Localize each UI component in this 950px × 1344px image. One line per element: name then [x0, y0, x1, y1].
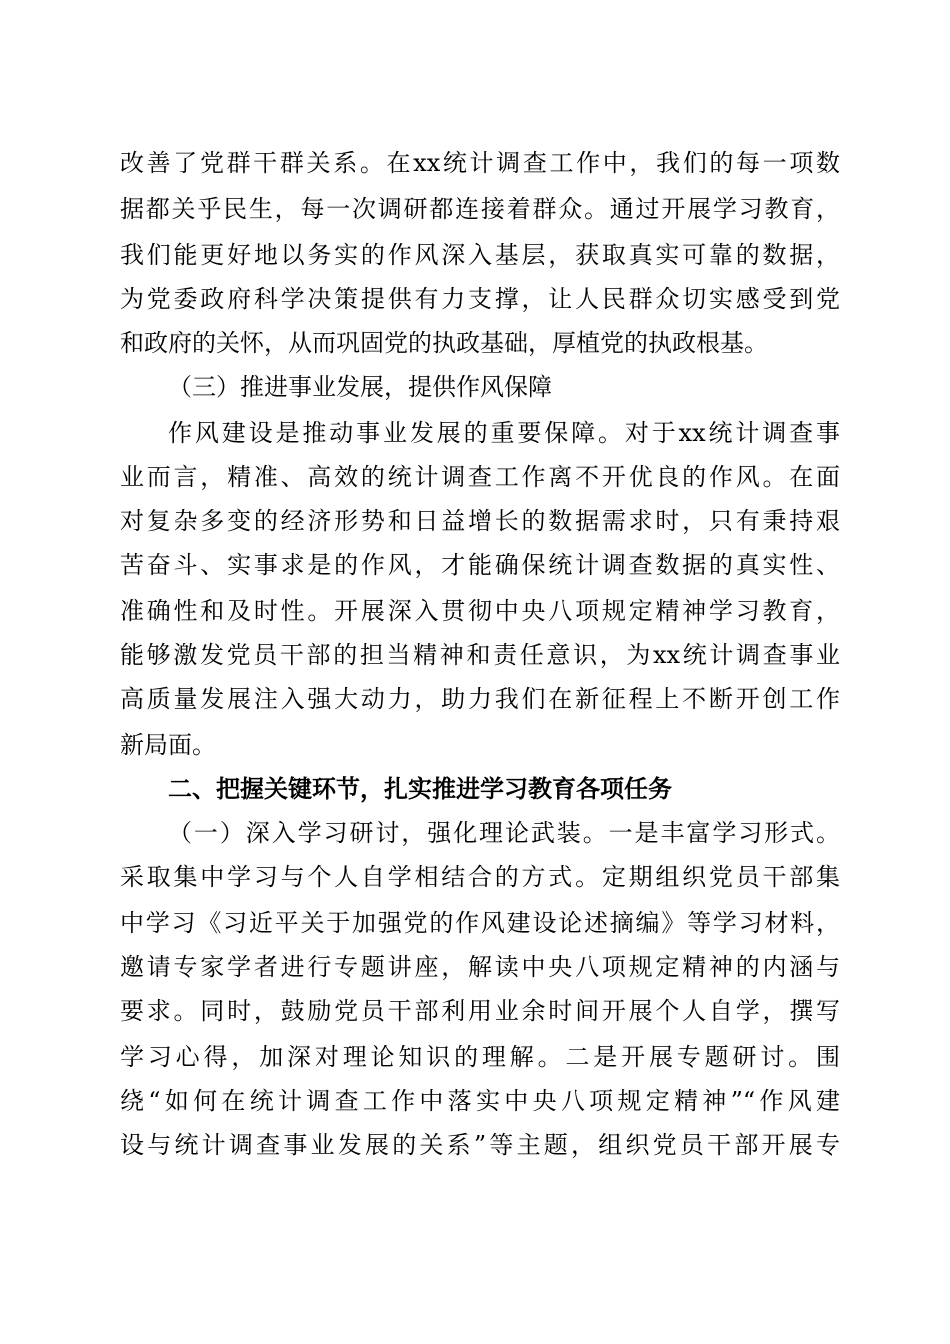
- paragraph-line: 对复杂多变的经济形势和日益增长的数据需求时，只有秉持艰: [120, 507, 840, 535]
- paragraph-line: 中学习《习近平关于加强党的作风建设论述摘编》等学习材料，: [120, 909, 840, 937]
- paragraph-line: 我们能更好地以务实的作风深入基层，获取真实可靠的数据，: [120, 241, 840, 269]
- paragraph-line: 学习心得，加深对理论知识的理解。二是开展专题研讨。围: [120, 1043, 840, 1071]
- paragraph-line: 绕“如何在统计调查工作中落实中央八项规定精神”“作风建: [120, 1087, 840, 1115]
- paragraph-line: 要求。同时，鼓励党员干部利用业余时间开展个人自学，撰写: [120, 997, 840, 1025]
- paragraph-line: 苦奋斗、实事求是的作风，才能确保统计调查数据的真实性、: [120, 551, 840, 579]
- paragraph-line: 能够激发党员干部的担当精神和责任意识，为xx统计调查事业: [120, 641, 840, 669]
- paragraph-line: 高质量发展注入强大动力，助力我们在新征程上不断开创工作: [120, 685, 840, 713]
- paragraph-line: 邀请专家学者进行专题讲座，解读中央八项规定精神的内涵与: [120, 953, 840, 981]
- paragraph-line: 设与统计调查事业发展的关系”等主题，组织党员干部开展专: [120, 1131, 840, 1159]
- paragraph-line: 作风建设是推动事业发展的重要保障。对于xx统计调查事: [168, 419, 840, 447]
- paragraph-line: 准确性和及时性。开展深入贯彻中央八项规定精神学习教育，: [120, 597, 840, 625]
- paragraph-line: 为党委政府科学决策提供有力支撑，让人民群众切实感受到党: [120, 285, 840, 313]
- paragraph-line: （一）深入学习研讨，强化理论武装。一是丰富学习形式。: [168, 819, 840, 847]
- paragraph-line: 和政府的关怀，从而巩固党的执政基础，厚植党的执政根基。: [120, 329, 768, 357]
- paragraph-line: 新局面。: [120, 731, 216, 759]
- paragraph-line: 据都关乎民生，每一次调研都连接着群众。通过开展学习教育，: [120, 195, 840, 223]
- paragraph-line: 采取集中学习与个人自学相结合的方式。定期组织党员干部集: [120, 863, 840, 891]
- paragraph-line: 改善了党群干群关系。在xx统计调查工作中，我们的每一项数: [120, 149, 840, 177]
- paragraph-line: 业而言，精准、高效的统计调查工作离不开优良的作风。在面: [120, 463, 840, 491]
- section-heading: 二、把握关键环节，扎实推进学习教育各项任务: [168, 775, 672, 803]
- subheading: （三）推进事业发展，提供作风保障: [168, 373, 552, 401]
